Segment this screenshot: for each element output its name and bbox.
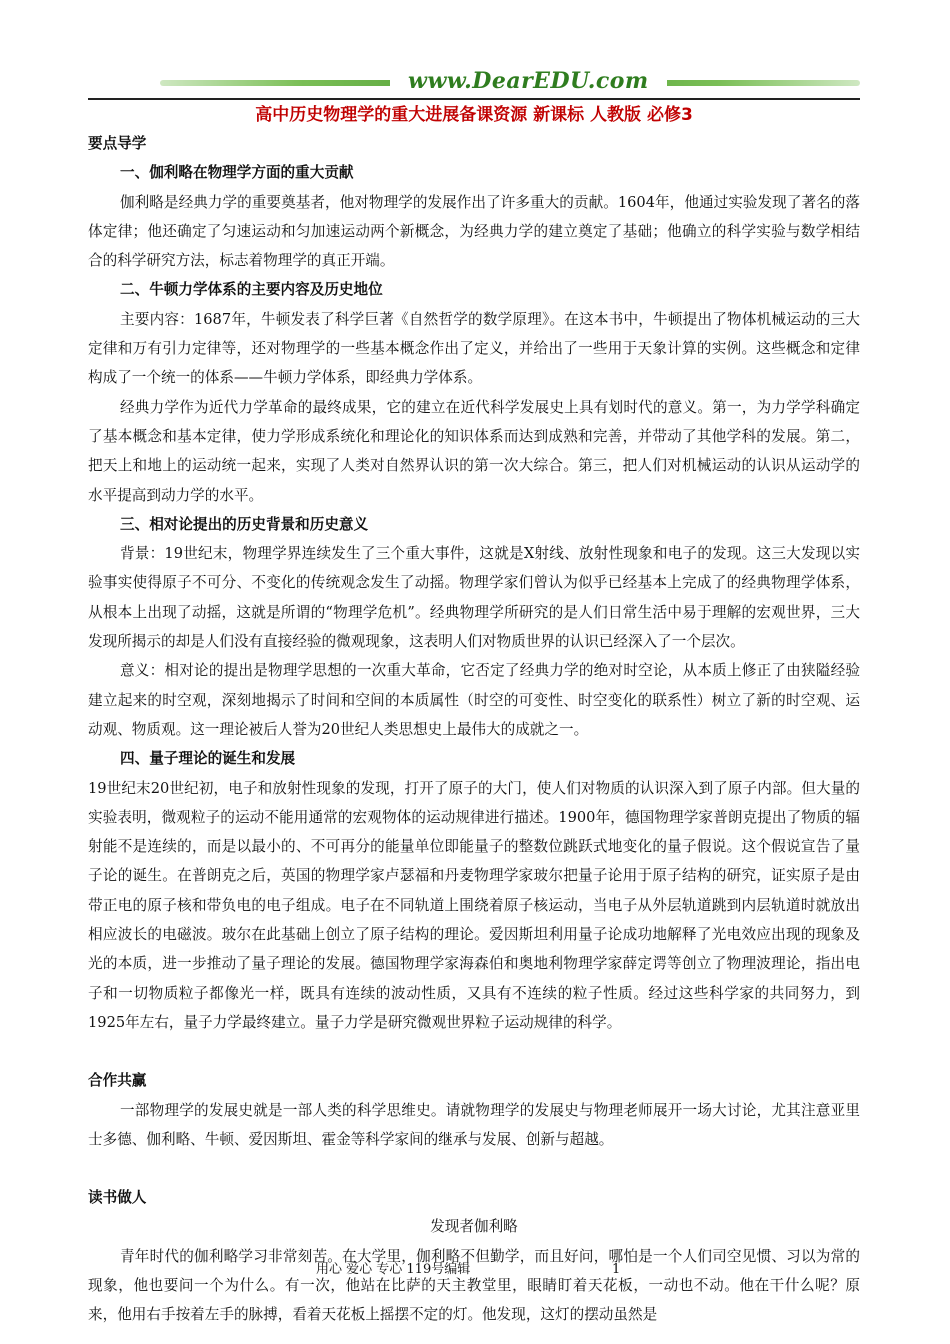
subheading-relativity: 三、相对论提出的历史背景和历史意义 (120, 515, 369, 533)
paragraph: 伽利略是经典力学的重要奠基者，他对物理学的发展作出了许多重大的贡献。1604年，他通过实验发现了著名的落体定律；他还确定了匀速运动和匀加速运动两个新概念，为经典力学的建立奠定了基础；他确立的科学实验与数学相结合的科学研究方法，标志着物理学的真正开端。 (88, 193, 860, 270)
page-footer (0, 1258, 950, 1282)
section-heading-reading: 读书做人 (88, 1189, 147, 1207)
logo-text: www.DearEDU.com (390, 68, 667, 94)
section-heading-cooperate: 合作共赢 (88, 1072, 147, 1090)
header-rule (88, 98, 860, 100)
paragraph: 经典力学作为近代力学革命的最终成果，它的建立在近代科学发展史上具有划时代的意义。第一，为力学学科确定了基本概念和基本定律，使力学形成系统化和理论化的知识体系而达到成熟和完善，并带动了其他学科的发展。第二，把天上和地上的运动统一起来，实现了人类对自然界认识的第一次大综合。第三，把人们对机械运动的认识从运动学的水平提高到动力学的水平。 (88, 398, 860, 504)
spacer (88, 1154, 860, 1183)
paragraph: 19世纪末20世纪初，电子和放射性现象的发现，打开了原子的大门，使人们对物质的认识深入到了原子内部。但大量的实验表明，微观粒子的运动不能用通常的宏观物体的运动规律进行描述。1900年，德国物理学家普朗克提出了物质的辐射能不是连续的，而是以最小的、不可再分的能量单位即能量子的整数位跳跃式地变化的量子假说。这个假说宣告了量子论的诞生。在普朗克之后，英国的物理学家卢瑟福和丹麦物理学家玻尔把量子论用于原子结构的研究，证实原子是由带正电的原子核和带负电的电子组成。电子在不同轨道上围绕着原子核运动，当电子从外层轨道跳到内层轨道时就放出相应波长的电磁波。玻尔在此基础上创立了原子结构的理论。爱因斯坦利用量子论成功地解释了光电效应出现的现象及光的本质，进一步推动了量子理论的发展。德国物理学家海森伯和奥地利物理学家薛定谔等创立了物理波理论，指出电子和一切物质粒子都像光一样，既具有连续的波动性质，又具有不连续的粒子性质。经过这些科学家的共同努力，到1925年左右，量子力学最终建立。量子力学是研究微观世界粒子运动规律的科学。 (88, 779, 860, 1031)
paragraph: 一部物理学的发展史就是一部人类的科学思维史。请就物理学的发展史与物理老师展开一场大讨论，尤其注意亚里士多德、伽利略、牛顿、爱因斯坦、霍金等科学家间的继承与发展、创新与超越。 (88, 1101, 860, 1148)
subheading-galileo: 一、伽利略在物理学方面的重大贡献 (120, 164, 354, 182)
document-body (88, 129, 860, 1330)
site-logo (160, 68, 860, 98)
page-number: 1 (612, 1262, 621, 1277)
paragraph: 意义：相对论的提出是物理学思想的一次重大革命，它否定了经典力学的绝对时空论，从本质上修正了由狭隘经验建立起来的时空观，深刻地揭示了时间和空间的本质属性（时空的可变性、时空变化的联系性）树立了新的时空观、运动观、物质观。这一理论被后人誉为20世纪人类思想史上最伟大的成就之一。 (88, 662, 860, 738)
section-heading-guide: 要点导学 (88, 135, 147, 152)
story-title: 发现者伽利略 (430, 1218, 518, 1236)
spacer (88, 1037, 860, 1066)
document-title: 高中历史物理学的重大进展备课资源 新课标 人教版 必修3 (255, 105, 693, 125)
subheading-quantum: 四、量子理论的诞生和发展 (120, 750, 296, 768)
paragraph: 青年时代的伽利略学习非常刻苦。在大学里，伽利略不但勤学，而且好问，哪怕是一个人们司空见惯、习以为常的现象，他也要问一个为什么。有一次，他站在比萨的天主教堂里，眼睛盯着天花板，一动也不动。他在干什么呢？原来，他用右手按着左手的脉搏，看着天花板上摇摆不定的灯。他发现，这灯的摆动虽然是 (88, 1247, 860, 1324)
footer-text: 用心 爱心 专心 119号编辑 (316, 1262, 471, 1277)
paragraph: 主要内容：1687年，牛顿发表了科学巨著《自然哲学的数学原理》。在这本书中，牛顿提出了物体机械运动的三大定律和万有引力定律等，还对物理学的一些基本概念作出了定义，并给出了一些用于天象计算的实例。这些概念和定律构成了一个统一的体系——牛顿力学体系，即经典力学体系。 (88, 310, 860, 387)
subheading-newton: 二、牛顿力学体系的主要内容及历史地位 (120, 281, 383, 299)
paragraph: 背景：19世纪末，物理学界连续发生了三个重大事件，这就是X射线、放射性现象和电子的发现。这三大发现以实验事实使得原子不可分、不变化的传统观念发生了动摇。物理学家们曾认为似乎已经基本上完成了的经典物理学体系，从根本上出现了动摇，这就是所谓的“物理学危机”。经典物理学所研究的是人们日常生活中易于理解的宏观世界，三大发现所揭示的却是人们没有直接经验的微观现象，这表明人们对物质世界的认识已经深入了一个层次。 (88, 545, 860, 651)
